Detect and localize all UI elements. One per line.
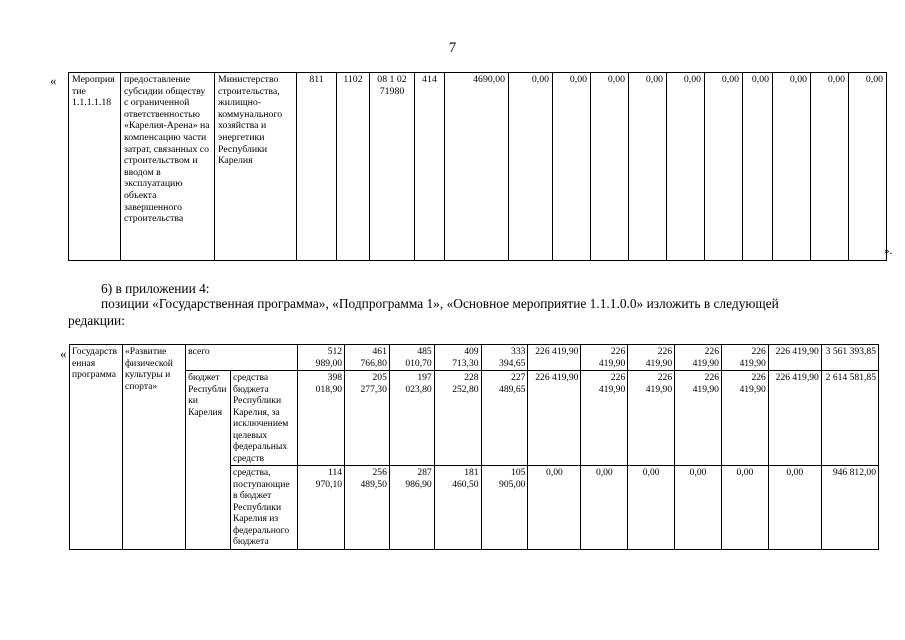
paragraph-item: 6) в приложении 4: bbox=[101, 281, 210, 296]
value-cell: 409 713,30 bbox=[434, 345, 481, 371]
close-quote: ». bbox=[884, 245, 893, 257]
value-cell: 0,00 bbox=[509, 73, 553, 261]
value-cell: 0,00 bbox=[811, 73, 849, 261]
activity-executor: Министерство строительства, жилищно-коммунального хозяйства и энергетики Республики Карелия bbox=[215, 73, 297, 261]
value-cell: 226 419,90 bbox=[675, 371, 722, 466]
source-label: средства, поступающие в бюджет Республики Карелия из федерального бюджета bbox=[230, 466, 297, 550]
value-cell: 333 394,65 bbox=[481, 345, 528, 371]
open-quote-2: « bbox=[60, 346, 67, 361]
activity-name: Мероприятие 1.1.1.1.18 bbox=[69, 73, 121, 261]
value-cell: 114 970,10 bbox=[298, 466, 345, 550]
value-cell: 0,00 bbox=[553, 73, 591, 261]
value-cell: 228 252,80 bbox=[434, 371, 481, 466]
paragraph-text: позиции «Государственная программа», «Подпрограмма 1», «Основное мероприятие 1.1.1.0.0» изложить в следующей bbox=[101, 296, 779, 311]
value-cell: 226 419,90 bbox=[628, 371, 675, 466]
value-cell: 287 986,90 bbox=[389, 466, 434, 550]
program-type: Государственная программа bbox=[70, 345, 123, 550]
value-cell: 226 419,90 bbox=[721, 345, 768, 371]
value-cell: 0,00 bbox=[768, 466, 821, 550]
value-cell: 226 419,90 bbox=[581, 345, 628, 371]
value-cell: 226 419,90 bbox=[675, 345, 722, 371]
value-cell: 226 419,90 bbox=[581, 371, 628, 466]
value-cell: 512 989,00 bbox=[298, 345, 345, 371]
value-cell: 197 023,80 bbox=[389, 371, 434, 466]
value-cell: 0,00 bbox=[705, 73, 743, 261]
value-cell: 0,00 bbox=[667, 73, 705, 261]
value-cell: 226 419,90 bbox=[721, 371, 768, 466]
csr-code: 08 1 02 71980 bbox=[370, 73, 415, 261]
value-cell: 226 419,90 bbox=[768, 371, 821, 466]
value-cell: 0,00 bbox=[773, 73, 811, 261]
value-cell: 461 766,80 bbox=[345, 345, 390, 371]
vr-code: 414 bbox=[415, 73, 445, 261]
value-cell: 226 419,90 bbox=[628, 345, 675, 371]
value-cell: 485 010,70 bbox=[389, 345, 434, 371]
program-title: «Развитие физической культуры и спорта» bbox=[122, 345, 185, 550]
paragraph-text-end: редакции: bbox=[68, 313, 125, 328]
value-cell: 226 419,90 bbox=[528, 371, 581, 466]
program-table bbox=[69, 344, 879, 550]
value-cell: 0,00 bbox=[849, 73, 887, 261]
value-cell: 0,00 bbox=[528, 466, 581, 550]
value-cell: 0,00 bbox=[591, 73, 629, 261]
value-cell: 226 419,90 bbox=[768, 345, 821, 371]
budget-label: бюджет Республики Карелия bbox=[186, 371, 231, 550]
value-cell: 2 614 581,85 bbox=[821, 371, 878, 466]
value-cell: 3 561 393,85 bbox=[821, 345, 878, 371]
value-cell: 181 460,50 bbox=[434, 466, 481, 550]
value-cell: 4690,00 bbox=[445, 73, 509, 261]
source-label: средства бюджета Республики Карелия, за исключением целевых федеральных средств bbox=[230, 371, 297, 466]
total-label: всего bbox=[186, 345, 298, 371]
value-cell: 0,00 bbox=[743, 73, 773, 261]
value-cell: 205 277,30 bbox=[345, 371, 390, 466]
activity-description: предоставление субсидии обществу с ограниченной ответственностью «Карелия-Арена» на компенсацию части затрат, связанных со строительством и вводом в эксплуатацию объекта завершенного строительства bbox=[121, 73, 215, 261]
value-cell: 256 489,50 bbox=[345, 466, 390, 550]
value-cell: 946 812,00 bbox=[821, 466, 878, 550]
value-cell: 0,00 bbox=[675, 466, 722, 550]
value-cell: 0,00 bbox=[581, 466, 628, 550]
value-cell: 105 905,00 bbox=[481, 466, 528, 550]
grbs-code: 811 bbox=[297, 73, 337, 261]
open-quote: « bbox=[50, 73, 57, 88]
value-cell: 227 489,65 bbox=[481, 371, 528, 466]
rzpr-code: 1102 bbox=[337, 73, 370, 261]
value-cell: 0,00 bbox=[629, 73, 667, 261]
page-number: 7 bbox=[448, 40, 457, 56]
value-cell: 398 018,90 bbox=[298, 371, 345, 466]
value-cell: 226 419,90 bbox=[528, 345, 581, 371]
value-cell: 0,00 bbox=[721, 466, 768, 550]
value-cell: 0,00 bbox=[628, 466, 675, 550]
activity-table bbox=[68, 72, 887, 261]
